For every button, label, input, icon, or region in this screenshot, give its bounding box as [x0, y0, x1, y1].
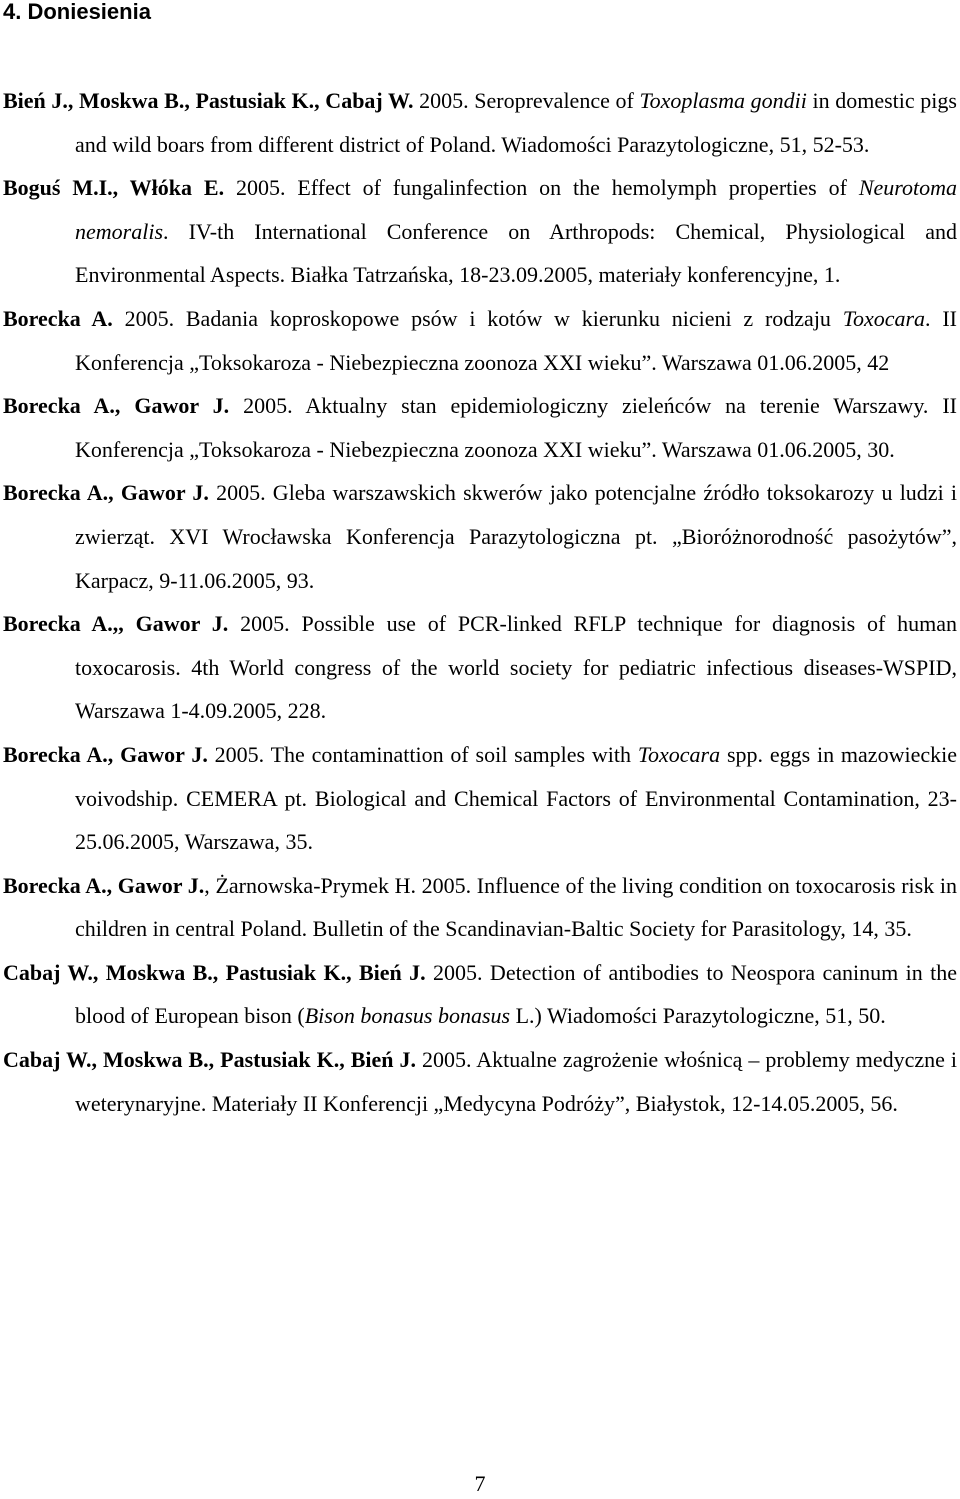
- reference-authors: Borecka A., Gawor J.: [3, 480, 209, 506]
- reference-text: L.) Wiadomości Parazytologiczne, 51, 50.: [510, 1003, 886, 1029]
- reference-item: [3, 602, 957, 733]
- reference-text: in domestic pigs and wild boars from different district of Poland. Wiadomości Parazytologiczne, 51, 52-53.: [75, 88, 957, 157]
- reference-authors: Borecka A.: [3, 305, 113, 331]
- reference-text: , Żarnowska-Prymek H. 2005. Influence of the living condition on toxocarosis risk in children in central Poland. Bulletin of the Scandinavian-Baltic Society for Parasitology, 14, 35.: [75, 872, 957, 942]
- reference-item: [3, 471, 957, 602]
- reference-item: [3, 79, 957, 166]
- reference-authors: Borecka A.,, Gawor J.: [3, 611, 229, 637]
- reference-authors: Borecka A., Gawor J.: [3, 393, 230, 419]
- reference-item: [3, 1038, 957, 1125]
- reference-text: 2005. Badania koproskopowe psów i kotów w kierunku nicieni z rodzaju: [112, 305, 843, 331]
- reference-authors: Borecka A., Gawor J.: [3, 872, 205, 898]
- reference-item: [3, 297, 957, 384]
- reference-authors: Bień J., Moskwa B., Pastusiak K., Cabaj W.: [3, 88, 414, 113]
- page-number: 7: [474, 1471, 486, 1496]
- reference-item: [3, 384, 957, 471]
- reference-item: [3, 951, 957, 1038]
- reference-text: 2005. Effect of fungalinfection on the hemolymph properties of: [224, 175, 859, 201]
- reference-authors: Borecka A., Gawor J.: [3, 741, 208, 767]
- reference-item: [3, 166, 957, 297]
- reference-text: 2005. Aktualne zagrożenie włośnicą – problemy medyczne i weterynaryjne. Materiały II Konferencji „Medycyna Podróży”, Białystok, 12-14.05.2005, 56.: [75, 1047, 957, 1116]
- reference-authors: Cabaj W., Moskwa B., Pastusiak K., Bień J.: [3, 959, 426, 985]
- reference-text: 2005. Gleba warszawskich skwerów jako potencjalne źródło toksokarozy u ludzi i zwierząt. XVI Wrocławska Konferencja Parazytologiczna pt. „Bioróżnorodność pasożytów”, Karpacz, 9-11.06.2005, 93.: [75, 480, 957, 593]
- reference-italic-text: Neurotoma nemoralis: [75, 175, 957, 244]
- reference-italic-text: Bison bonasus bonasus: [304, 1003, 511, 1029]
- reference-authors: Cabaj W., Moskwa B., Pastusiak K., Bień J.: [3, 1047, 417, 1073]
- reference-item: [3, 864, 957, 951]
- reference-italic-text: Toxocara: [842, 305, 926, 331]
- reference-list: [3, 79, 957, 1125]
- reference-text: . IV-th International Conference on Arthropods: Chemical, Physiological and Environmental Aspects. Białka Tatrzańska, 18-23.09.2005, materiały konferencyjne, 1.: [75, 218, 957, 288]
- reference-item: [3, 733, 957, 864]
- reference-text: 2005. The contaminattion of soil samples with: [207, 741, 638, 767]
- reference-text: . II Konferencja „Toksokaroza - Niebezpieczna zoonoza XXI wieku”. Warszawa 01.06.2005, 42: [75, 305, 957, 375]
- reference-text: 2005. Aktualny stan epidemiologiczny zieleńców na terenie Warszawy. II Konferencja „Toksokaroza - Niebezpieczna zoonoza XXI wieku”. Warszawa 01.06.2005, 30.: [75, 393, 957, 462]
- reference-text: 2005. Seroprevalence of: [413, 88, 640, 113]
- reference-authors: Boguś M.I., Włóka E.: [3, 175, 225, 201]
- reference-text: 2005. Possible use of PCR-linked RFLP technique for diagnosis of human toxocarosis. 4th World congress of the world society for pediatric infectious diseases-WSPID, Warszawa 1-4.09.2005, 228.: [75, 611, 957, 724]
- reference-italic-text: Toxocara: [637, 741, 721, 767]
- reference-italic-text: Toxoplasma gondii: [639, 88, 807, 113]
- reference-text: spp. eggs in mazowieckie voivodship. CEMERA pt. Biological and Chemical Factors of Environmental Contamination, 23-25.06.2005, Warszawa, 35.: [75, 741, 957, 855]
- section-heading: 4. Doniesienia: [3, 0, 151, 24]
- reference-text: 2005. Detection of antibodies to Neospora caninum in the blood of European bison (: [75, 959, 957, 1029]
